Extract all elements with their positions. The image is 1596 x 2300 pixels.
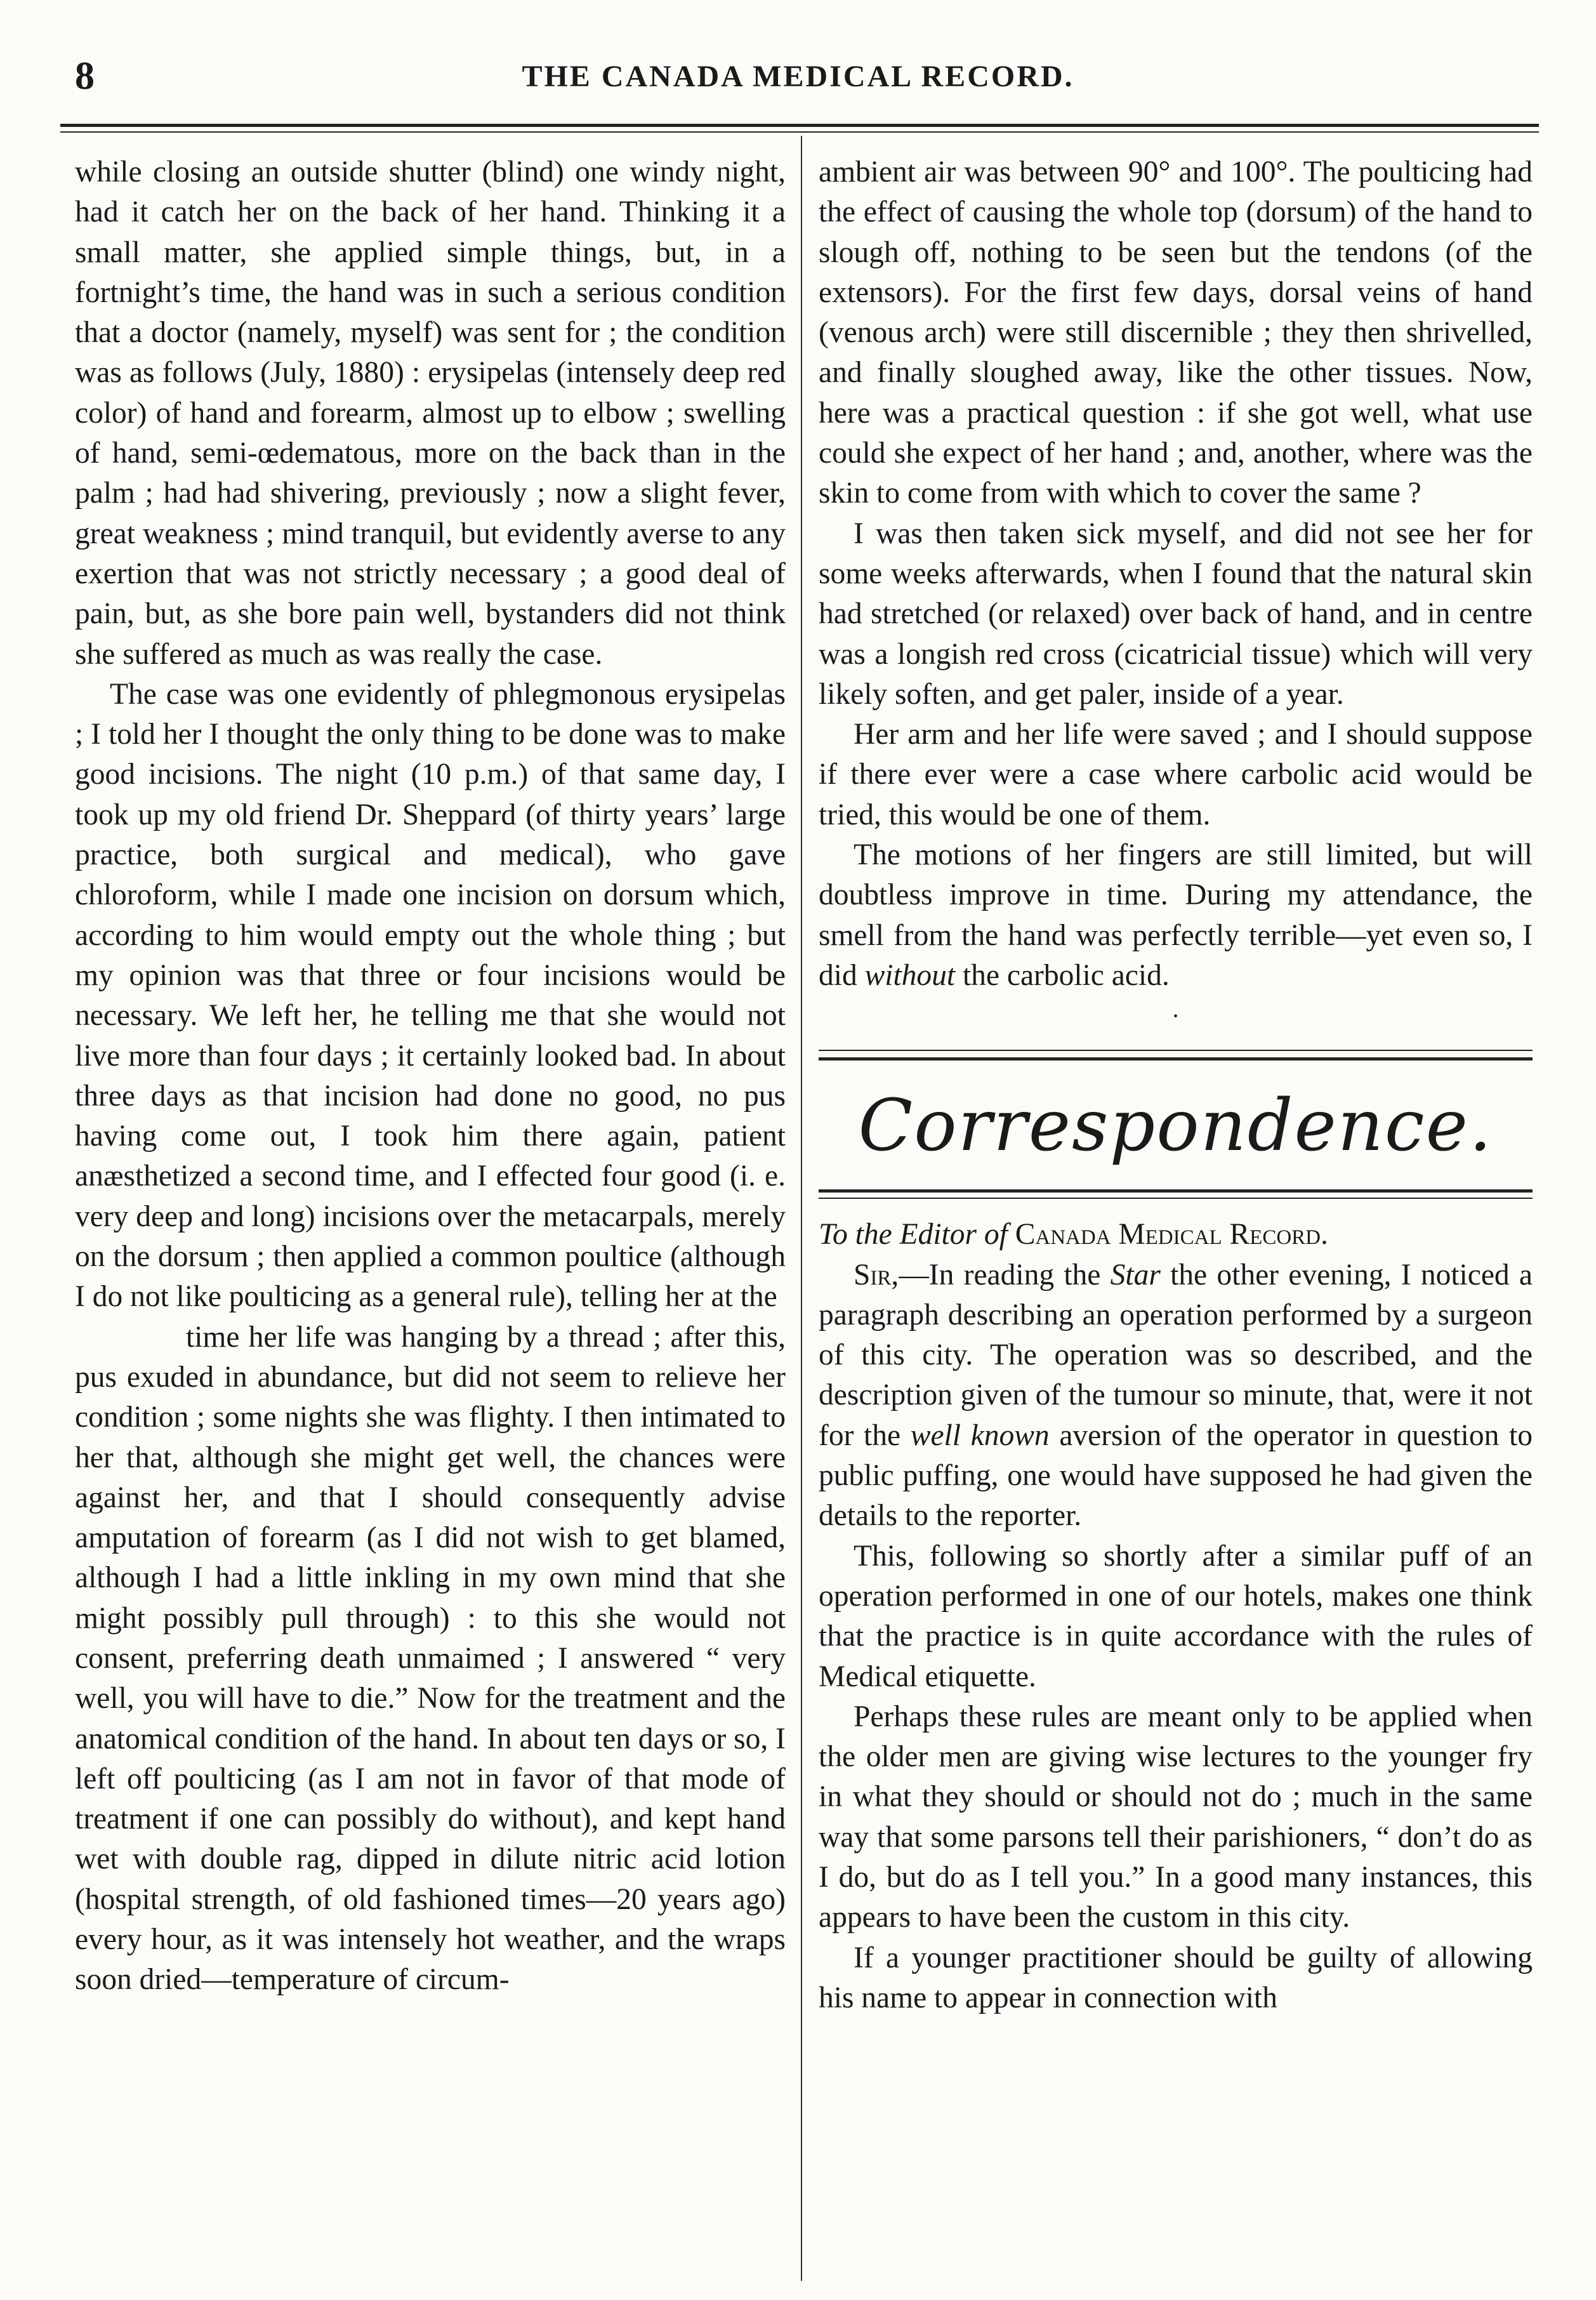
letter-paragraph-1	[819, 1255, 1533, 1537]
column-divider	[801, 136, 802, 2281]
section-rule-bottom	[819, 1177, 1533, 1215]
left-column	[75, 152, 786, 2000]
addressee-prefix: To the Editor of	[819, 1218, 1015, 1252]
letter-addressee	[819, 1215, 1533, 1255]
page-number: 8	[75, 55, 95, 98]
right-column	[819, 152, 1533, 2018]
right-paragraph-3: Her arm and her life were saved ; and I should suppose if there ever were a case where carbolic acid would be tried, this would be one of them.	[819, 718, 1533, 831]
emphasis-star: Star	[1110, 1258, 1161, 1292]
emphasis-well-known: well known	[910, 1418, 1050, 1452]
left-paragraph-1: while closing an outside shutter (blind) one windy night, had it catch her on the back of her hand. Thinking it a small matter, she applied simple things, but, in a fortnight’s time, the hand was in such a serious condition that a doctor (namely, myself) was sent for ; the condition was as follows (July, 1880) : erysipelas (intensely deep red color) of hand and forearm, almost up to elbow ; swelling of hand, semi-œdematous, more on the back than in the palm ; had had shivering, previously ; now a slight fever, great weakness ; mind tranquil, but evidently averse to any exertion that was not strictly necessary ; a good deal of pain, but, as she bore pain well, bystanders did not think she suffered as much as was really the case.	[75, 155, 786, 671]
left-paragraph-2: The case was one evidently of phlegmonous erysipelas ; I told her I thought the only thing to be done was to make good incisions. The night (10 p.m.) of that same day, I took up my old friend Dr. Sheppard (of thirty years’ large practice, both surgical and medical), who gave chloroform, while I made one incision on dorsum which, according to him would empty out the whole thing ; but my opinion was that three or four incisions would be necessary. We left her, he telling me that she would not live more than four days ; it certainly looked bad. In about three days as that incision had done no good, no pus having come out, I took him there again, patient anæsthetized a second time, and I effected four good (i. e. very deep and long) incisions over the metacarpals, merely on the dorsum ; then applied a common poultice (although I do not like poulticing as a general rule), telling her at the	[75, 677, 786, 1314]
running-title: THE CANADA MEDICAL RECORD.	[522, 60, 1074, 93]
emphasis-without: without	[864, 958, 956, 992]
right-paragraph-2: I was then taken sick myself, and did not see her for some weeks afterwards, when I found that the natural skin had stretched (or relaxed) over back of hand, and in centre was a longish red cross (cicatricial tissue) which will very likely soften, and get paler, inside of a year.	[819, 517, 1533, 711]
section-title: Correspondence.	[858, 1085, 1493, 1168]
letter-paragraph-4: If a younger practitioner should be guilty of allowing his name to appear in connection with	[819, 1941, 1533, 2014]
section-rule-top	[819, 1036, 1533, 1075]
text-run: —In reading the	[899, 1258, 1111, 1292]
letter-paragraph-2: This, following so shortly after a similar puff of an operation performed in one of our hotels, makes one think that the practice is in quite accordance with the rules of Medical etiquette.	[819, 1539, 1533, 1693]
text-run: aversion of the operator in question to public puffing, one would have supposed he had given the details to the reporter.	[819, 1418, 1533, 1533]
text-run: the other evening, I noticed a paragraph describing an operation performed by a surgeon of this city. The operation was so described, and the description given of the tumour so minute, that, were it not for the	[819, 1258, 1533, 1452]
section-ornament: ·	[1171, 1001, 1180, 1031]
addressee-name: Canada Medical Record.	[1015, 1218, 1328, 1252]
right-paragraph-4	[819, 835, 1533, 996]
left-paragraph-3: time her life was hanging by a thread ; after this, pus exuded in abundance, but did not seem to relieve her condition ; some nights she was flighty. I then intimated to her that, although she might get well, the chances were against her, and that I should consequently advise amputation of forearm (as I did not wish to get blamed, although I had a little inkling in my own mind that she might possibly pull through) : to this she would not consent, preferring death unmaimed ; I answered “ very well, you will have to die.” Now for the treatment and the anatomical condition of the hand. In about ten days or so, I left off poulticing (as I am not in favor of that mode of treatment if one can possibly do without), and kept hand wet with double rag, dipped in dilute nitric acid lotion (hospital strength, of old fashioned times—20 years ago) every hour, as it was intensely hot weather, and the wraps soon dried—temperature of circum-	[75, 1320, 786, 1997]
header-rule-thin	[60, 131, 1539, 133]
header-rule-thick	[60, 124, 1539, 127]
right-paragraph-1: ambient air was between 90° and 100°. The poulticing had the effect of causing the whole top (dorsum) of the hand to slough off, nothing to be seen but the tendons (of the extensors). For the first few days, dorsal veins of hand (venous arch) were still discernible ; they then shrivelled, and finally sloughed away, like the other tissues. Now, here was a practical question : if she got well, what use could she expect of her hand ; and, another, where was the skin to come from with which to cover the same ?	[819, 155, 1533, 510]
text-run: the carbolic acid.	[955, 958, 1170, 992]
salutation: Sir,	[854, 1258, 899, 1292]
letter-paragraph-3: Perhaps these rules are meant only to be applied when the older men are giving wise lectures to the younger fry in what they should or should not do ; much in the same way that some parsons tell their parishioners, “ don’t do as I do, but do as I tell you.” In a good many instances, this appears to have been the custom in this city.	[819, 1700, 1533, 1934]
page-header	[0, 54, 1596, 111]
text-run: The motions of her fingers are still limited, but will doubtless improve in time. During my attendance, the smell from the hand was perfectly terrible—yet even so, I did	[819, 838, 1533, 992]
